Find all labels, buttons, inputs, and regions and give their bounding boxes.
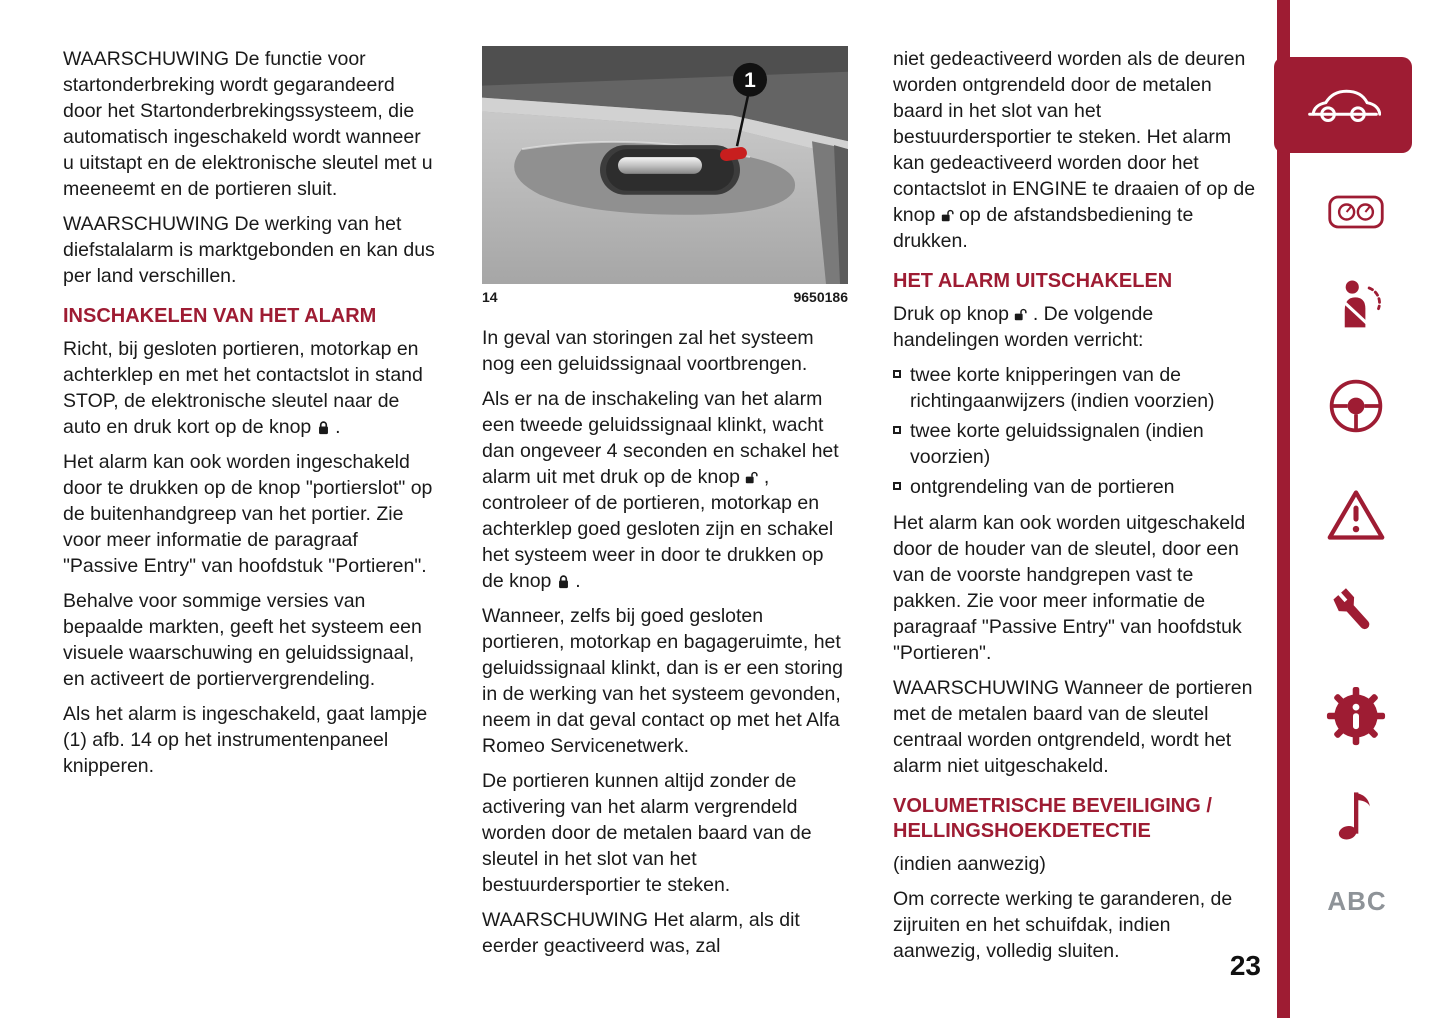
list-item [893,362,1263,414]
figure-caption [482,289,848,305]
door-panel-photo [482,46,848,284]
paragraph: niet gedeactiveerd worden als de deuren worden ontgrendeld door de metalen baard in het slot van het bestuurdersportier te steken. Het alarm kan gedeactiveerd worden door het contactslot in ENGINE te draaien of op de knop op de afstandsbediening te drukken. [893,48,1256,252]
airbag-icon [1326,273,1386,333]
square-bullet-icon [893,370,901,378]
paragraph: WAARSCHUWING De werking van het diefstalalarm is marktgebonden en kan dus per land verschillen. [63,213,435,287]
paragraph: Behalve voor sommige versies van bepaalde markten, geeft het systeem een visuele waarschuwing en geluidssignaal, en activeert de portiervergrendeling. [63,590,422,690]
list-item [893,474,1263,500]
lock-closed-icon [557,574,570,589]
paragraph: Het alarm kan ook worden uitgeschakeld door de houder van de sleutel, door een van de voorste handgrepen vast te pakken. Zie voor meer informatie de paragraaf "Passive Entry" van hoofdstuk "Portieren". [893,512,1246,664]
steering-wheel-icon [1326,376,1386,436]
section-heading: HET ALARM UITSCHAKELEN [893,270,1173,292]
list-item-text: twee korte geluidssignalen (indien voorzien) [910,420,1204,468]
square-bullet-icon [893,426,901,434]
paragraph: Als het alarm is ingeschakeld, gaat lampje (1) afb. 14 op het instrumentenpaneel knipperen. [63,703,428,777]
square-bullet-icon [893,482,901,490]
availability-note: (indien aanwezig) [893,853,1046,875]
paragraph: In geval van storingen zal het systeem nog een geluidssignaal voortbrengen. [482,327,814,375]
sidebar-tab-maintenance[interactable] [1326,582,1386,642]
section-heading: INSCHAKELEN VAN HET ALARM [63,305,377,327]
sidebar-tab-abc[interactable]: ABC [1327,886,1387,916]
warning-triangle-icon [1326,487,1386,543]
paragraph: WAARSCHUWING Wanneer de portieren met de metalen baard van de sleutel centraal worden ontgrendeld, wordt het alarm niet uitgeschakeld. [893,677,1253,777]
paragraph: Druk op knop . De volgende handelingen worden verricht: [893,303,1154,351]
paragraph: De portieren kunnen altijd zonder de activering van het alarm vergrendeld worden door de metalen baard van de sleutel in het slot van het bestuurdersportier te steken. [482,770,812,896]
sidebar-tab-warning[interactable] [1326,487,1386,543]
paragraph: Wanneer, zelfs bij goed gesloten portieren, motorkap en bagageruimte, het geluidssignaal klinkt, dan is er een storing in de werking van het systeem gevonden, neem in dat geval contact op met het Alfa Romeo Servicenetwerk. [482,605,843,757]
sidebar-tab-dashboard[interactable] [1326,182,1386,242]
paragraph: WAARSCHUWING Het alarm, als dit eerder geactiveerd was, zal [482,909,800,957]
lock-open-icon [1014,307,1027,322]
action-list [893,362,1263,500]
paragraph: WAARSCHUWING De functie voor startonderbreking wordt gegarandeerd door het Startonderbrekingssysteem, die automatisch ingeschakeld wordt wanneer u uitstapt en de elektronische sleutel met u meeneemt en de portieren sluit. [63,48,433,200]
list-item [893,418,1263,470]
section-heading: VOLUMETRISCHE BEVEILIGING / HELLINGSHOEKDETECTIE [893,795,1212,842]
list-item-text: ontgrendeling van de portieren [910,476,1175,498]
paragraph: Om correcte werking te garanderen, de zijruiten en het schuifdak, indien aanwezig, volledig sluiten. [893,888,1233,962]
paragraph: Het alarm kan ook worden ingeschakeld door te drukken op de knop "portierslot" op de buitenhandgreep van het portier. Zie voor meer informatie de paragraaf "Passive Entry" van hoofdstuk "Portieren". [63,451,433,577]
sidebar-tab-steering[interactable] [1326,376,1386,436]
lock-open-icon [745,470,758,485]
info-gear-icon [1326,686,1386,746]
car-icon [1305,82,1381,128]
figure-door-handle [482,46,848,305]
middle-column [482,46,848,968]
left-column [63,46,435,788]
wrench-icon [1326,582,1386,642]
list-item-text: twee korte knipperingen van de richtingaanwijzers (indien voorzien) [910,364,1215,412]
page-number: 23 [1229,950,1261,981]
sidebar-tab-info[interactable] [1326,686,1386,746]
sidebar-tab-safety[interactable] [1326,273,1386,333]
lock-closed-icon [317,420,330,435]
sidebar-tab-car[interactable] [1274,57,1412,153]
music-note-icon [1332,784,1382,844]
figure-number: 14 [482,289,498,305]
right-column [893,46,1263,973]
paragraph: Richt, bij gesloten portieren, motorkap en achterklep en met het contactslot in stand STOP, de elektronische sleutel naar de auto en druk kort op de knop . [63,338,423,438]
paragraph: Als er na de inschakeling van het alarm een tweede geluidssignaal klinkt, wacht dan ongeveer 4 seconden en schakel het alarm uit met druk op de knop , controleer of de portieren, motorkap en achterklep goed gesloten zijn en schakel het systeem weer in door te drukken op de knop . [482,388,839,592]
figure-code: 9650186 [793,289,848,305]
dashboard-icon [1326,182,1386,242]
sidebar-tab-audio[interactable] [1332,784,1382,844]
figure-callout-number: 1 [744,69,756,93]
lock-open-icon [941,208,954,223]
